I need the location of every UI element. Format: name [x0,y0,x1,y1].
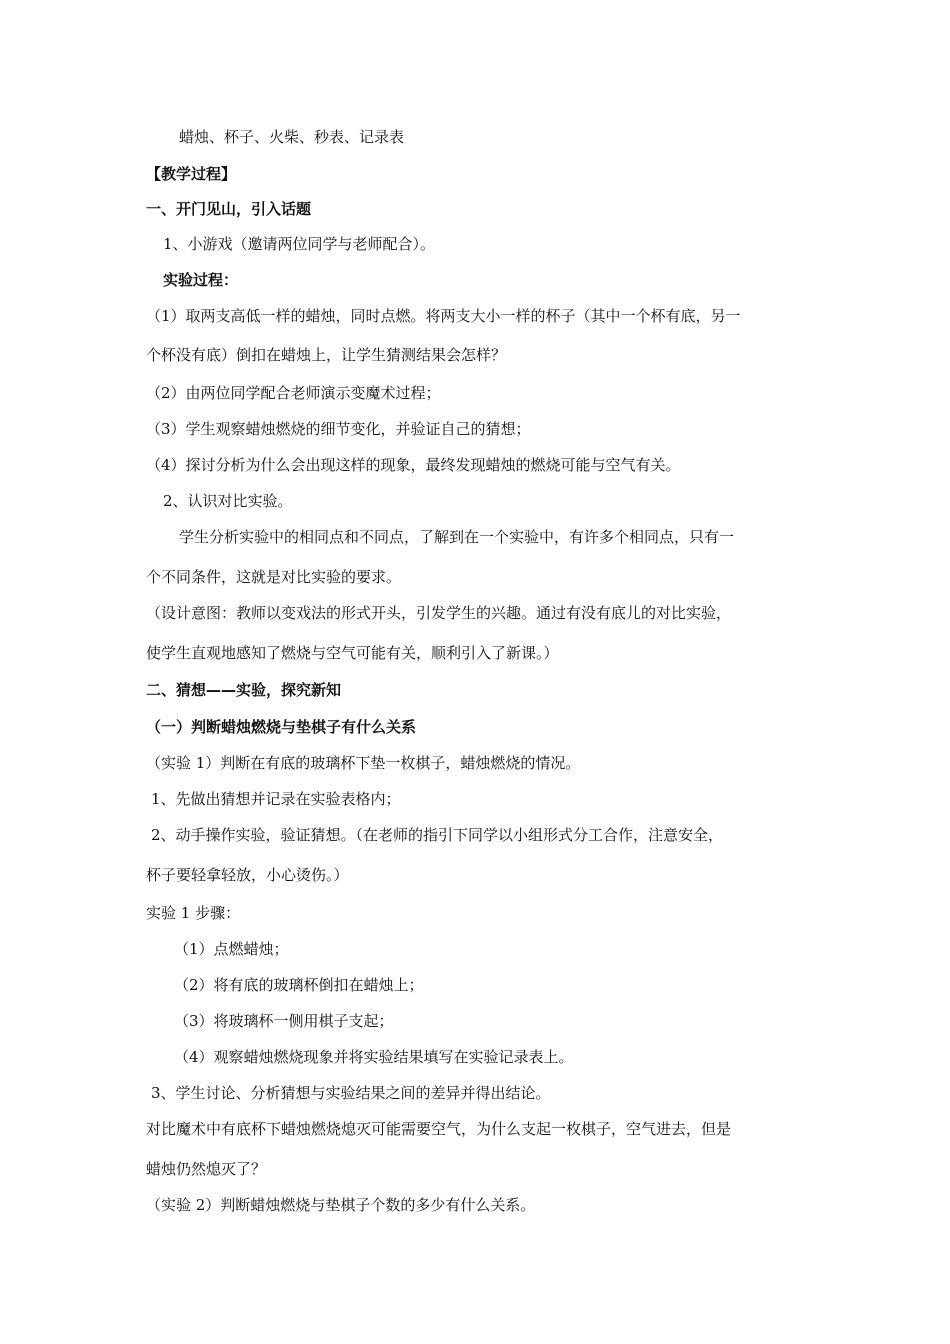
design-intent-line-a: （设计意图：教师以变戏法的形式开头，引发学生的兴趣。通过有没有底儿的对比实验， [146,604,732,622]
part2-step1: 1、先做出猜想并记录在实验表格内； [151,790,401,808]
part1-item1: 1、小游戏（邀请两位同学与老师配合）。 [163,235,436,253]
experiment-process-label: 实验过程： [163,271,239,289]
part2-subheading-1: （一）判断蜡烛燃烧与垫棋子有什么关系 [146,718,417,736]
experiment1-step-3: （3）将玻璃杯一侧用棋子支起； [174,1012,394,1030]
step2-line: （2）由两位同学配合老师演示变魔术过程； [146,384,441,402]
step1-line-a: （1）取两支高低一样的蜡烛，同时点燃。将两支大小一样的杯子（其中一个杯有底，另一 [146,307,741,325]
design-intent-line-b: 使学生直观地感知了燃烧与空气可能有关，顺利引入了新课。） [146,644,559,662]
part2-step2-a: 2、动手操作实验，验证猜想。（在老师的指引下同学以小组形式分工合作，注意安全， [151,826,724,844]
materials-line: 蜡烛、杯子、火柴、秒表、记录表 [179,128,405,146]
experiment1-step-4: （4）观察蜡烛燃烧现象并将实验结果填写在实验记录表上。 [174,1048,574,1066]
analysis-line-a: 学生分析实验中的相同点和不同点，了解到在一个实验中，有许多个相同点，只有一 [179,528,735,546]
experiment2-line: （实验 2）判断蜡烛燃烧与垫棋子个数的多少有什么关系。 [146,1196,536,1214]
step1-line-b: 个杯没有底）倒扣在蜡烛上，让学生猜测结果会怎样？ [146,346,507,364]
contrast-line-b: 蜡烛仍然熄灭了？ [146,1160,267,1178]
part1-item2: 2、认识对比实验。 [163,492,293,510]
analysis-line-b: 个不同条件，这就是对比实验的要求。 [146,568,402,586]
part2-step2-b: 杯子要轻拿轻放，小心烫伤。） [146,866,349,884]
part2-heading: 二、猜想——实验，探究新知 [146,681,342,699]
step4-line: （4）探讨分析为什么会出现这样的现象，最终发现蜡烛的燃烧可能与空气有关。 [146,456,681,474]
step3-line: （3）学生观察蜡烛燃烧的细节变化，并验证自己的猜想； [146,420,531,438]
part1-heading: 一、开门见山，引入话题 [146,200,312,218]
section-title-process: 【教学过程】 [146,165,237,183]
contrast-line-a: 对比魔术中有底杯下蜡烛燃烧熄灭可能需要空气，为什么支起一枚棋子，空气进去，但是 [146,1120,732,1138]
part2-step3: 3、学生讨论、分析猜想与实验结果之间的差异并得出结论。 [151,1084,551,1102]
experiment1-step-1: （1）点燃蜡烛； [174,940,289,958]
experiment1-step-2: （2）将有底的玻璃杯倒扣在蜡烛上； [174,976,424,994]
experiment1-line: （实验 1）判断在有底的玻璃杯下垫一枚棋子，蜡烛燃烧的情况。 [146,754,581,772]
experiment1-steps-label: 实验 1 步骤： [146,904,241,922]
